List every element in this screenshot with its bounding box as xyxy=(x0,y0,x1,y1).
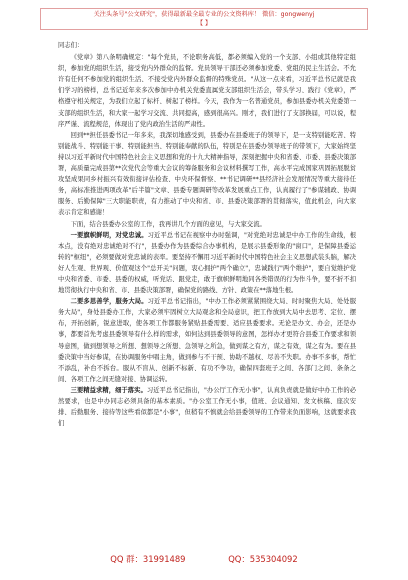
section xyxy=(58,385,356,429)
document-body xyxy=(58,40,356,429)
paragraph: 回到**担任县委书记一年多来，我深切地感受到，县委办在县委班子的领导下，是一支特别能吃苦、特别能战斗、特别能干事、特别能担当、特别能奉献的队伍，特别是在县委办领导班子的带领下，大家始终坚持以习近平新时代中国特色社会主义思想和党的十九大精神指导，深刻把握中央和省委、市委、县委决策部署，高质量完成县第**次党代会等重大会议的筹备服务和会议材料撰写工作，高水平完成国家巩固拓展脱贫攻坚成果同乡村振兴有效衔接评估检查、中央环保督察、**书记调研**县经济社会发展情况等重大接待任务，高标准推进两项改革"后半篇"文章、县委专题调研等改革发展重点工作，认真履行了"参谋辅政、协调服务、后勤保障"三大职能职责，有力推动了中央和省、市、县委决策部署的贯彻落实，值此机会，向大家表示肯定和感谢！ xyxy=(58,131,356,217)
section xyxy=(58,230,356,297)
promo-banner xyxy=(40,8,368,30)
qq-contact: QQ：535304092 xyxy=(228,554,298,564)
section-heading: 二要多思善学，服务大局。 xyxy=(70,298,148,306)
greeting: 同志们： xyxy=(58,42,84,49)
banner-line-1: 关注头条号"公文研究"，获得最新最全最专业的公文资料库！ 微信：gongwenyj xyxy=(93,11,315,18)
section-body: 习近平总书记指出，"办公厅工作无小事"，认真负责就是做好中办工作的必然要求，也是中办同志必须具备的基本素质。"办公室工作无小事，值班、会议通知、发文核稿、座次安排、后勤服务、接待等这些看似都是"小事"，但稍有不慎就会给县委领导的工作带来负面影响，这就要求我们 xyxy=(58,386,357,428)
section-heading: 三要精益求精，细于落实。 xyxy=(70,386,147,394)
paragraph: 下面，结合县委办公室的工作，我再讲几个方面的意见，与大家交流。 xyxy=(70,220,266,228)
paragraph: 《党章》第八条明确规定："每个党员，不论职务高低，都必须编入党的一个支部、小组或其他特定组织，参加党的组织生活，接受党内外群众的监督。党员领导干部还必须参加党委、党组的民主生活会。不允许有任何不参加党的组织生活、不接受党内外群众监督的特殊党员。"从这一点来看，习近平总书记就是我们学习的榜样，总书记近年来多次参加中办机关党委直属党支部组织生活会，带头学习、践行《党章》，严格遵守相关规定，为我们立起了标杆、树起了榜样。今天，我作为一名普通党员，参加县委办机关党委第一支部的组织生活，和大家一起学习交流、共同提高，感到很高兴。刚才，我们进行了支部换届，可以说，程序严谨、流程规范，体现出了党内政治生活的严肃性。 xyxy=(58,54,356,128)
banner-line-2: 【 】 xyxy=(196,20,212,27)
section xyxy=(58,296,356,385)
section-heading: 一要旗帜鲜明，对党忠诚。 xyxy=(70,231,148,239)
section-body: 习近平总书记在视察中办时强调，"对党绝对忠诚是中办工作的生命线，根本点，没有绝对忠诚绝对不行"，县委办作为县委综合办事机构，是展示县委形象的"窗口"，是保障县委运转的"枢纽"，必须要做对党忠诚的表率。要坚持不懈用习近平新时代中国特色社会主义思想武装头脑，解决好人生观、世界观、价值观这个"总开关"问题，衷心拥护"两个确立"，忠诚践行"两个维护"，要自觉维护党中央和省委、市委、县委的权威，听党话、跟党走，敢于旗帜鲜明地同各类错误的行为作斗争，要不折不扣地贯彻执行中央和省、市、县委决策部署，确保党的路线、方针、政策在**落地生根。 xyxy=(58,231,356,295)
qq-group: QQ 群：31991489 xyxy=(110,554,186,564)
contact-footer xyxy=(0,553,408,567)
section-body: 习近平总书记指出，"中办工作必须紧紧围绕大局、时时聚焦大局、处处服务大局"，身处县委办工作，大家必须牢固树立大局观念和全局意识，把工作放到大局中去思考、定位、摆布，开拓创新，锐意进取，使各项工作都服务紧贴县委需要、适应县委要求。无论是办文、办会，还是办事，都要首先考虑县委领导有什么样的需求，如何达到县委领导的意图，怎样办才更符合县委工作要求和领导意图，做到想领导之所想、想领导之所想、急领导之所急，做到谋之有方，谋之有效，谋之有为。要在县委决策中当好参谋，在协调服务中唱主角，做到参与不干预、协助不越权、尽善不失职。办事不多事，帮忙不添乱，补台不拆台。服从不盲从、创新不标新、有功不争功，确保四套班子之间、各部门之间、条条之间、各项工作之间无缝对接、协调运转。 xyxy=(58,298,356,383)
